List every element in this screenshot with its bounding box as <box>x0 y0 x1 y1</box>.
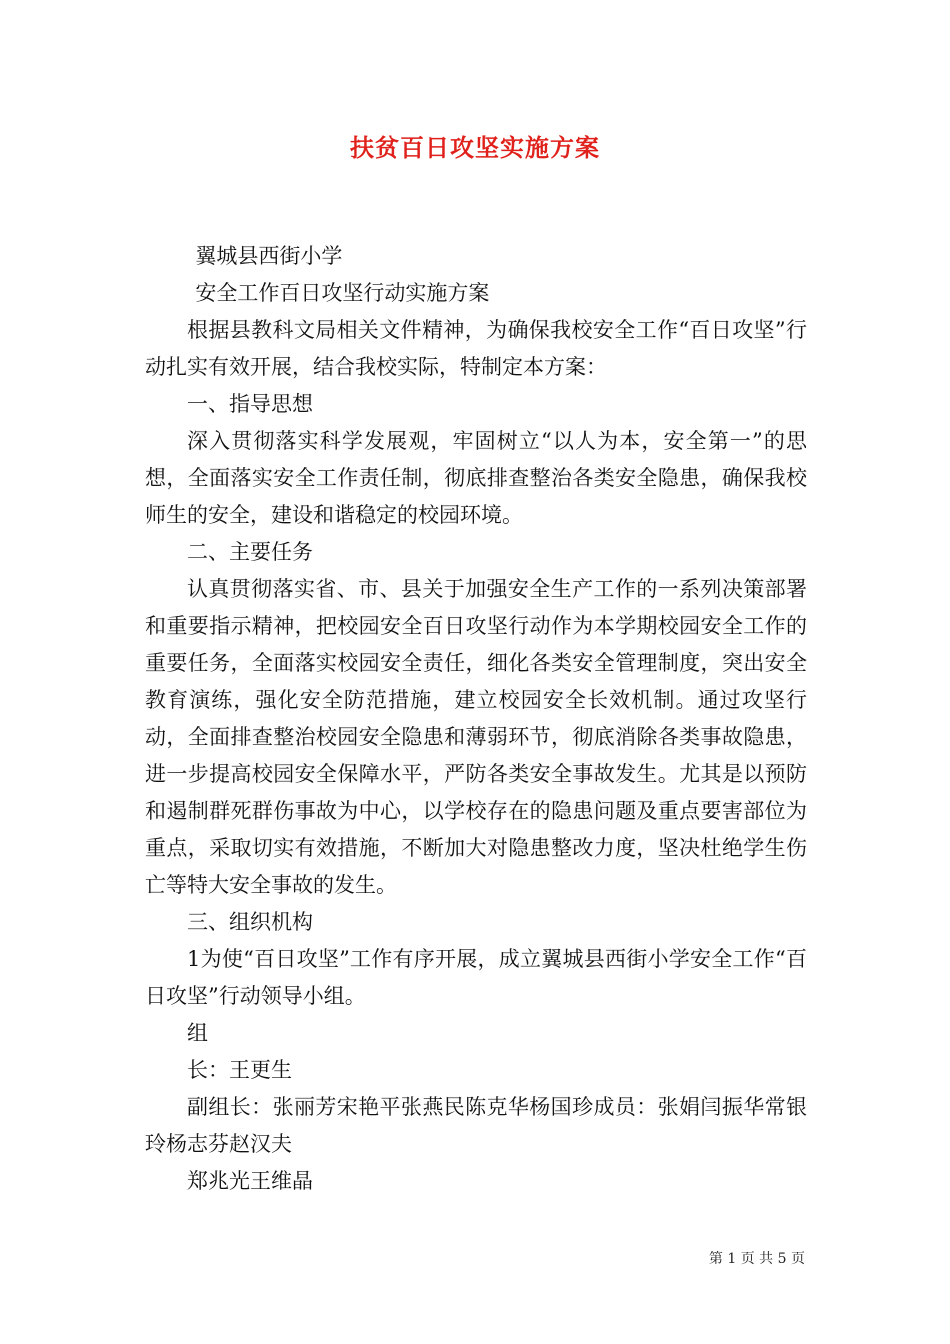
paragraph-more-members: 郑兆光王维晶 <box>187 1169 313 1193</box>
heading-main-tasks: 二、主要任务 <box>187 540 313 564</box>
paragraph-plan-name: 安全工作百日攻坚行动实施方案 <box>195 281 490 305</box>
document-body <box>145 238 807 1200</box>
paragraph-intro: 根据县教科文局相关文件精神，为确保我校安全工作“百日攻坚”行动扎实有效开展，结合我校实际，特制定本方案： <box>145 318 807 379</box>
heading-guiding-ideology: 一、指导思想 <box>187 392 313 416</box>
document-title: 扶贫百日攻坚实施方案 <box>350 133 600 162</box>
paragraph-guiding-ideology: 深入贯彻落实科学发展观，牢固树立“以人为本，安全第一”的思想，全面落实安全工作责任制，彻底排查整治各类安全隐患，确保我校师生的安全，建设和谐稳定的校园环境。 <box>145 429 807 527</box>
paragraph-group: 组 <box>187 1021 208 1045</box>
paragraph-deputy-members: 副组长：张丽芳宋艳平张燕民陈克华杨国珍成员：张娟闫振华常银玲杨志芬赵汉夫 <box>145 1095 807 1156</box>
paragraph-main-tasks: 认真贯彻落实省、市、县关于加强安全生产工作的一系列决策部署和重要指示精神，把校园安全百日攻坚行动作为本学期校园安全工作的重要任务，全面落实校园安全责任，细化各类安全管理制度，突出安全教育演练，强化安全防范措施，建立校园安全长效机制。通过攻坚行动，全面排查整治校园安全隐患和薄弱环节，彻底消除各类事故隐患，进一步提高校园安全保障水平，严防各类安全事故发生。尤其是以预防和遏制群死群伤事故为中心，以学校存在的隐患问题及重点要害部位为重点，采取切实有效措施，不断加大对隐患整改力度，坚决杜绝学生伤亡等特大安全事故的发生。 <box>145 577 807 897</box>
paragraph-organization: 1为使“百日攻坚”工作有序开展，成立翼城县西街小学安全工作“百日攻坚”行动领导小组。 <box>145 947 807 1008</box>
heading-organization: 三、组织机构 <box>187 910 313 934</box>
paragraph-leader: 长：王更生 <box>187 1058 292 1082</box>
paragraph-school-name: 翼城县西街小学 <box>195 244 343 268</box>
page-number: 第 1 页 共 5 页 <box>708 1251 805 1267</box>
